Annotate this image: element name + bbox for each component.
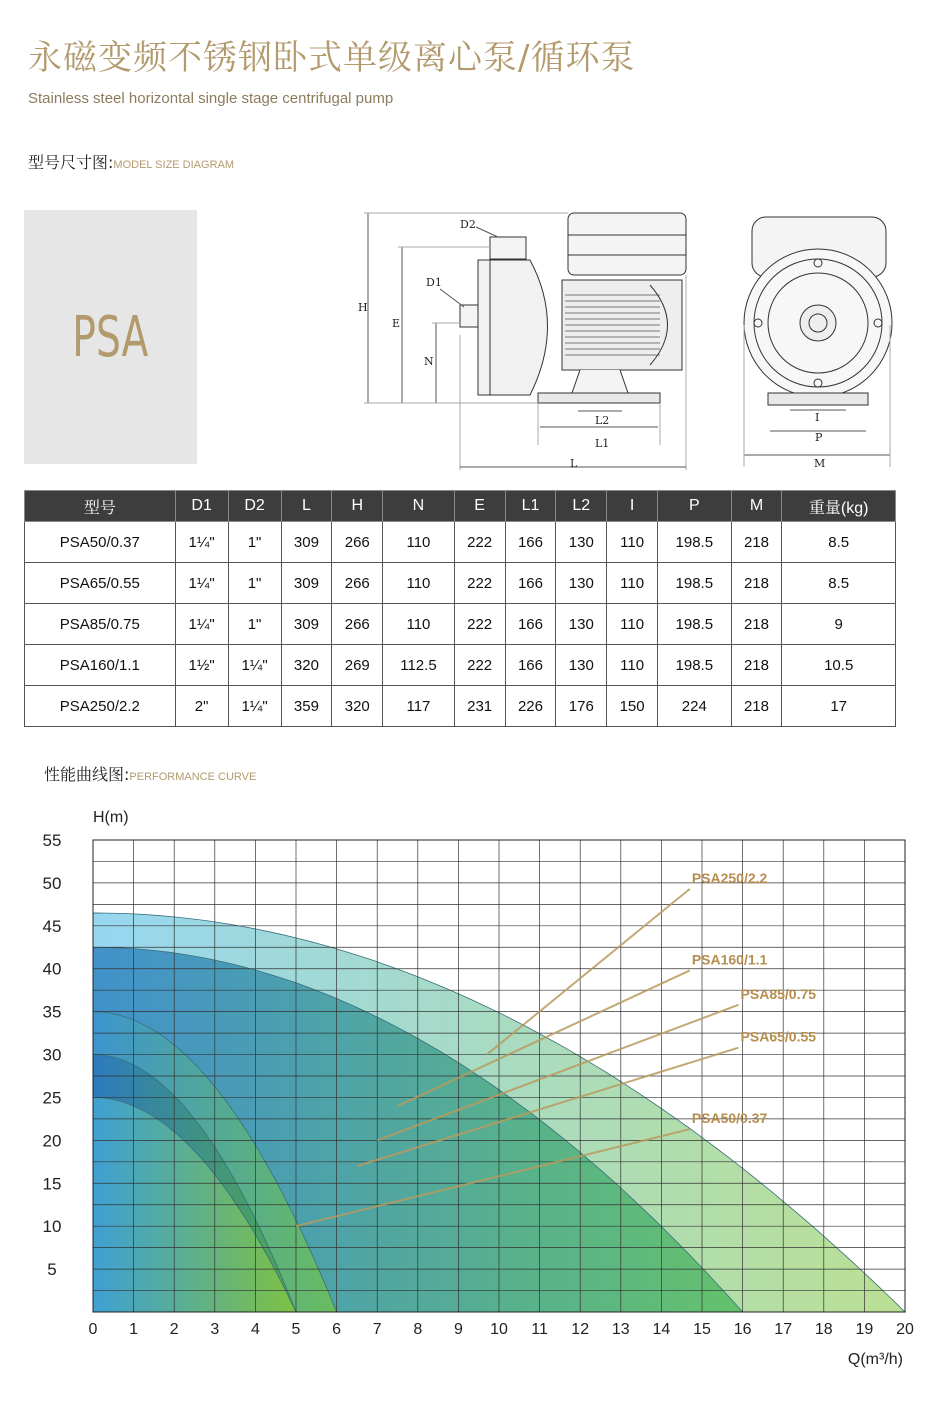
table-cell: 9 bbox=[782, 604, 896, 645]
table-cell: 198.5 bbox=[658, 563, 732, 604]
y-tick-label: 10 bbox=[42, 1217, 62, 1237]
x-tick-label: 18 bbox=[814, 1321, 833, 1338]
x-tick-label: 10 bbox=[490, 1321, 508, 1338]
column-header: N bbox=[383, 491, 455, 522]
table-cell: 1½" bbox=[175, 645, 228, 686]
x-tick-label: 3 bbox=[210, 1321, 220, 1338]
table-cell: 218 bbox=[731, 563, 782, 604]
series-label: PSA160/1.1 bbox=[691, 951, 768, 968]
table-cell: 8.5 bbox=[782, 563, 896, 604]
table-cell: 266 bbox=[332, 522, 383, 563]
y-tick-label: 30 bbox=[42, 1045, 62, 1065]
table-row bbox=[25, 563, 896, 604]
table-cell: 1¼" bbox=[175, 604, 228, 645]
column-header: I bbox=[607, 491, 658, 522]
x-tick-label: 20 bbox=[896, 1321, 914, 1338]
x-tick-label: 2 bbox=[169, 1321, 179, 1338]
table-cell: 166 bbox=[505, 563, 556, 604]
table-cell: 1" bbox=[228, 522, 281, 563]
table-cell: 218 bbox=[731, 645, 782, 686]
table-cell: 231 bbox=[454, 686, 505, 727]
table-row bbox=[25, 645, 896, 686]
x-tick-label: 14 bbox=[652, 1321, 671, 1338]
y-tick-label: 5 bbox=[47, 1260, 57, 1280]
x-tick-label: 15 bbox=[693, 1321, 711, 1338]
table-cell: 309 bbox=[281, 522, 332, 563]
y-axis-label: H(m) bbox=[93, 809, 129, 826]
table-cell: PSA65/0.55 bbox=[25, 563, 176, 604]
table-cell: 359 bbox=[281, 686, 332, 727]
table-cell: 309 bbox=[281, 563, 332, 604]
table-cell: 1¼" bbox=[228, 686, 281, 727]
table-cell: 266 bbox=[332, 563, 383, 604]
dim-label-p: P bbox=[815, 431, 823, 444]
series-label: PSA50/0.37 bbox=[691, 1110, 768, 1127]
curve-section-label-cn: 性能曲线图: bbox=[44, 765, 130, 784]
performance-curve-chart bbox=[0, 790, 950, 1380]
table-row bbox=[25, 522, 896, 563]
dim-label-h: H bbox=[358, 301, 368, 314]
x-tick-label: 9 bbox=[453, 1321, 463, 1338]
table-cell: PSA85/0.75 bbox=[25, 604, 176, 645]
x-tick-label: 19 bbox=[855, 1321, 874, 1338]
page-title: 永磁变频不锈钢卧式单级离心泵/循环泵 bbox=[28, 38, 636, 78]
y-tick-label: 20 bbox=[42, 1131, 62, 1151]
table-cell: 320 bbox=[281, 645, 332, 686]
table-cell: PSA250/2.2 bbox=[25, 686, 176, 727]
table-cell: 130 bbox=[556, 645, 607, 686]
size-section-label bbox=[28, 150, 234, 173]
table-cell: 130 bbox=[556, 604, 607, 645]
model-badge bbox=[24, 210, 197, 464]
table-cell: 1" bbox=[228, 563, 281, 604]
table-cell: 198.5 bbox=[658, 604, 732, 645]
column-header: L1 bbox=[505, 491, 556, 522]
dim-label-d1: D1 bbox=[426, 276, 442, 289]
y-tick-label: 55 bbox=[42, 831, 62, 850]
table-cell: 166 bbox=[505, 522, 556, 563]
column-header: E bbox=[454, 491, 505, 522]
table-cell: 222 bbox=[454, 604, 505, 645]
dim-label-l2: L2 bbox=[595, 414, 610, 427]
table-cell: 266 bbox=[332, 604, 383, 645]
column-header: D1 bbox=[175, 491, 228, 522]
x-tick-label: 1 bbox=[129, 1321, 139, 1338]
table-cell: 117 bbox=[383, 686, 455, 727]
dim-label-d2: D2 bbox=[460, 218, 476, 231]
dimension-table bbox=[24, 490, 896, 727]
y-tick-label: 25 bbox=[42, 1088, 62, 1108]
table-cell: 218 bbox=[731, 686, 782, 727]
table-cell: PSA50/0.37 bbox=[25, 522, 176, 563]
table-cell: 218 bbox=[731, 522, 782, 563]
table-cell: 150 bbox=[607, 686, 658, 727]
table-row bbox=[25, 686, 896, 727]
y-tick-label: 15 bbox=[42, 1174, 62, 1194]
column-header: M bbox=[731, 491, 782, 522]
table-cell: 110 bbox=[607, 563, 658, 604]
dim-label-e: E bbox=[392, 317, 401, 330]
column-header: 重量(kg) bbox=[782, 491, 896, 522]
x-tick-label: 12 bbox=[571, 1321, 590, 1338]
table-cell: 2" bbox=[175, 686, 228, 727]
table-cell: 1¼" bbox=[175, 522, 228, 563]
table-cell: 110 bbox=[607, 645, 658, 686]
table-cell: 320 bbox=[332, 686, 383, 727]
x-tick-label: 13 bbox=[611, 1321, 630, 1338]
table-cell: 198.5 bbox=[658, 645, 732, 686]
table-cell: 130 bbox=[556, 522, 607, 563]
x-tick-label: 7 bbox=[372, 1321, 382, 1338]
x-tick-label: 5 bbox=[291, 1321, 301, 1338]
column-header: H bbox=[332, 491, 383, 522]
series-pointer-line bbox=[487, 889, 690, 1055]
table-cell: 309 bbox=[281, 604, 332, 645]
curve-section-label bbox=[44, 762, 256, 785]
y-tick-label: 50 bbox=[42, 873, 62, 893]
front-view bbox=[744, 217, 892, 467]
table-header-row bbox=[25, 491, 896, 522]
curve-section-label-en: PERFORMANCE CURVE bbox=[129, 771, 257, 783]
table-cell: 8.5 bbox=[782, 522, 896, 563]
table-cell: 222 bbox=[454, 522, 505, 563]
x-tick-label: 0 bbox=[88, 1321, 98, 1338]
table-cell: 166 bbox=[505, 604, 556, 645]
x-axis-label: Q(m³/h) bbox=[847, 1351, 903, 1368]
table-cell: 110 bbox=[383, 522, 455, 563]
series-label: PSA250/2.2 bbox=[691, 869, 768, 886]
y-tick-label: 45 bbox=[42, 916, 62, 936]
column-header: P bbox=[658, 491, 732, 522]
x-tick-label: 8 bbox=[413, 1321, 423, 1338]
table-cell: 176 bbox=[556, 686, 607, 727]
table-cell: 166 bbox=[505, 645, 556, 686]
dim-label-m: M bbox=[814, 457, 826, 470]
dim-label-n: N bbox=[424, 355, 434, 368]
x-tick-label: 16 bbox=[733, 1321, 752, 1338]
dim-label-l1: L1 bbox=[595, 437, 610, 450]
side-view bbox=[364, 213, 686, 470]
y-tick-label: 40 bbox=[42, 959, 62, 979]
x-tick-label: 11 bbox=[531, 1321, 548, 1338]
pump-dimension-drawing bbox=[340, 205, 900, 475]
model-badge-text: PSA bbox=[72, 304, 149, 370]
dim-label-i: I bbox=[815, 411, 820, 424]
column-header: 型号 bbox=[25, 491, 176, 522]
table-cell: 110 bbox=[383, 563, 455, 604]
table-cell: 226 bbox=[505, 686, 556, 727]
table-cell: 110 bbox=[383, 604, 455, 645]
table-row bbox=[25, 604, 896, 645]
table-cell: 110 bbox=[607, 604, 658, 645]
table-cell: 10.5 bbox=[782, 645, 896, 686]
column-header: D2 bbox=[228, 491, 281, 522]
x-tick-label: 6 bbox=[332, 1321, 342, 1338]
y-tick-label: 35 bbox=[42, 1002, 62, 1022]
table-cell: 198.5 bbox=[658, 522, 732, 563]
size-section-label-en: MODEL SIZE DIAGRAM bbox=[113, 159, 235, 171]
table-cell: 218 bbox=[731, 604, 782, 645]
table-cell: 1" bbox=[228, 604, 281, 645]
x-tick-label: 17 bbox=[774, 1321, 793, 1338]
table-cell: 1¼" bbox=[228, 645, 281, 686]
dim-label-l: L bbox=[570, 457, 578, 470]
table-cell: 222 bbox=[454, 645, 505, 686]
table-cell: 17 bbox=[782, 686, 896, 727]
column-header: L bbox=[281, 491, 332, 522]
x-tick-label: 4 bbox=[250, 1321, 260, 1338]
table-cell: 1¼" bbox=[175, 563, 228, 604]
table-cell: 222 bbox=[454, 563, 505, 604]
series-label: PSA85/0.75 bbox=[740, 985, 817, 1002]
size-section-label-cn: 型号尺寸图: bbox=[28, 153, 114, 172]
table-body bbox=[25, 522, 896, 727]
table-cell: PSA160/1.1 bbox=[25, 645, 176, 686]
table-cell: 269 bbox=[332, 645, 383, 686]
table-cell: 224 bbox=[658, 686, 732, 727]
table-cell: 112.5 bbox=[383, 645, 455, 686]
page-subtitle: Stainless steel horizontal single stage centrifugal pump bbox=[28, 90, 394, 107]
table-cell: 130 bbox=[556, 563, 607, 604]
table-cell: 110 bbox=[607, 522, 658, 563]
column-header: L2 bbox=[556, 491, 607, 522]
series-label: PSA65/0.55 bbox=[740, 1028, 817, 1045]
